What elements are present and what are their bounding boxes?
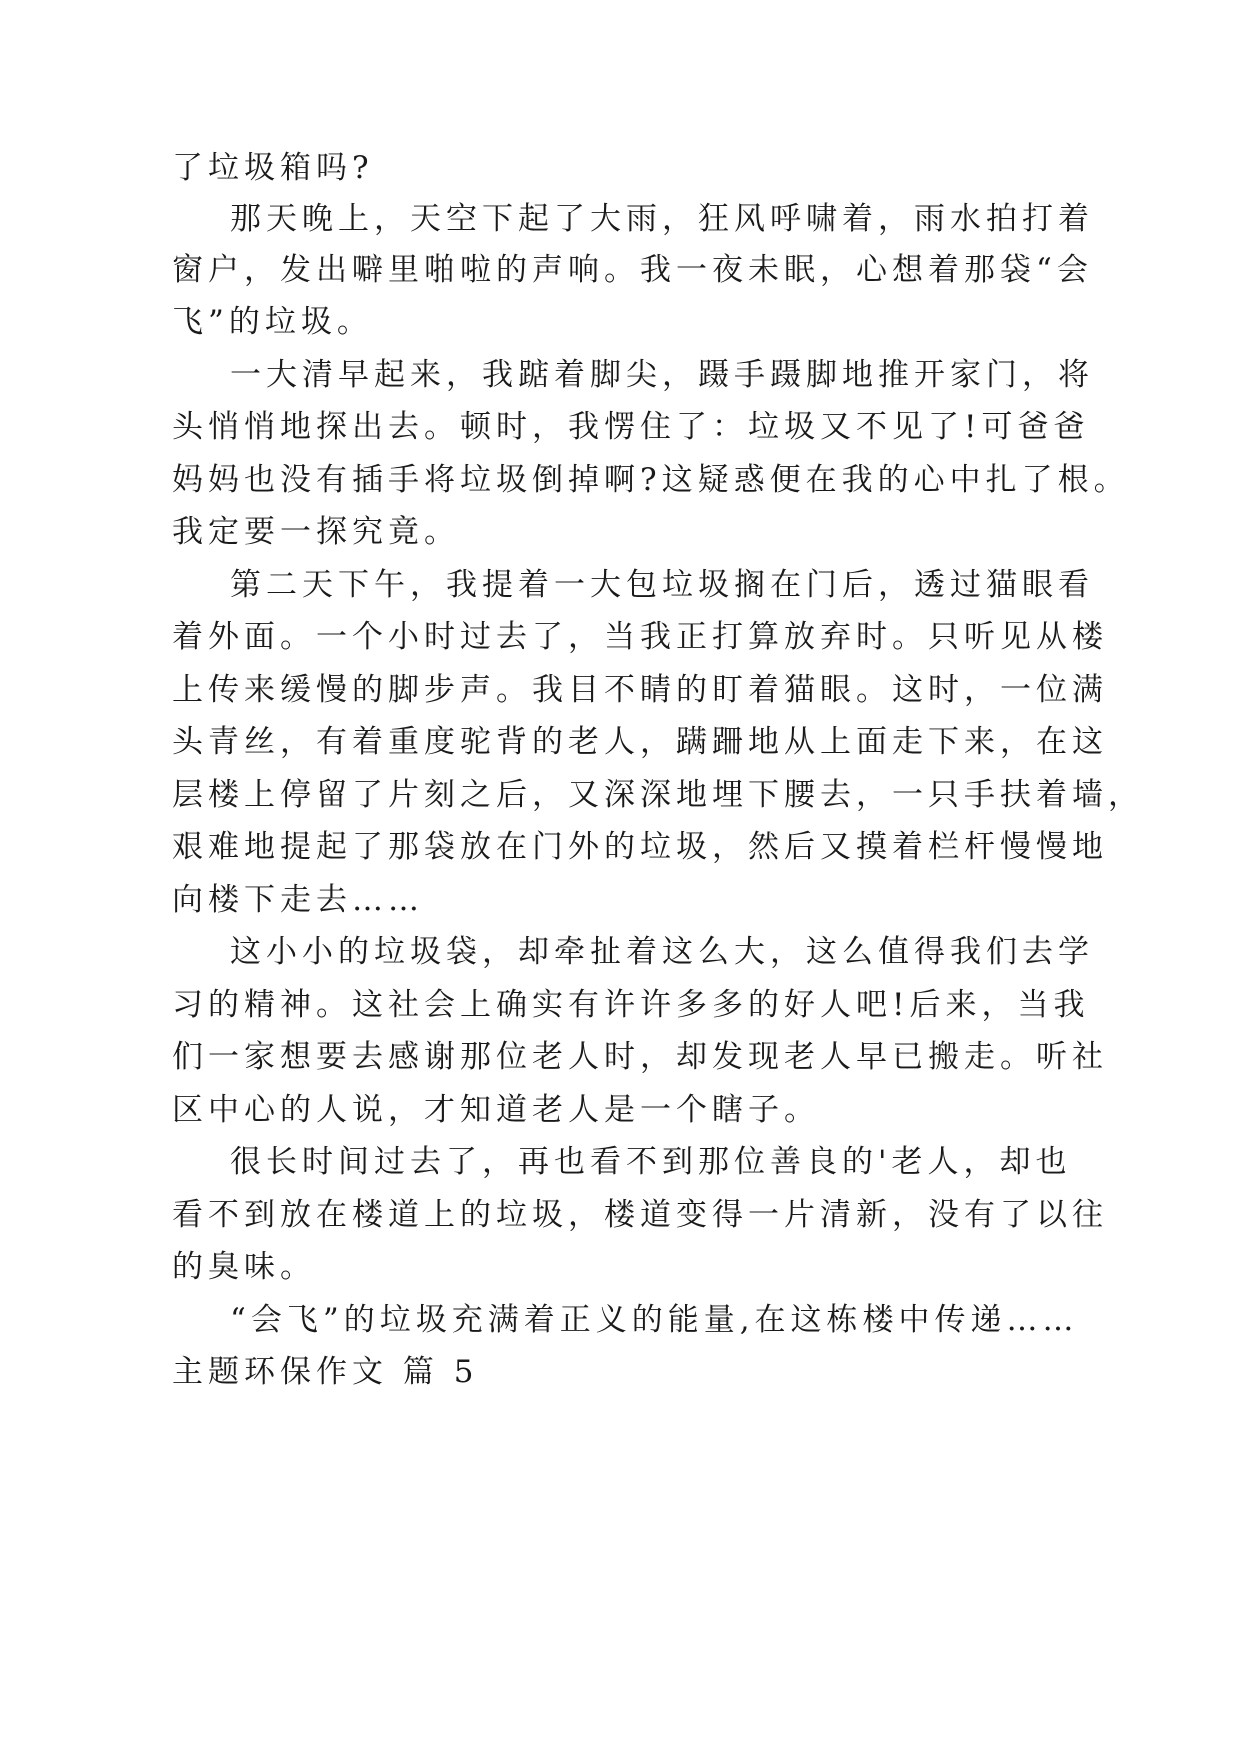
text-line: 艰难地提起了那袋放在门外的垃圾，然后又摸着栏杆慢慢地 — [172, 829, 1108, 865]
text-line: 向楼下走去…… — [172, 882, 424, 918]
paragraph-first-line: 很长时间过去了，再也看不到那位善良的'老人，却也 — [230, 1144, 1072, 1180]
text-line: 着外面。一个小时过去了，当我正打算放弃时。只听见从楼 — [172, 619, 1108, 655]
paragraph-first-line: 一大清早起来，我踮着脚尖，蹑手蹑脚地推开家门，将 — [230, 357, 1094, 393]
text-line: 妈妈也没有插手将垃圾倒掉啊?这疑惑便在我的心中扎了根。 — [172, 462, 1130, 498]
text-line: 区中心的人说，才知道老人是一个瞎子。 — [172, 1092, 820, 1128]
paragraph-first-line: 这小小的垃圾袋，却牵扯着这么大，这么值得我们去学 — [230, 934, 1094, 970]
text-line: 的臭味。 — [172, 1249, 316, 1285]
text-line: 习的精神。这社会上确实有许许多多的好人吧!后来，当我 — [172, 987, 1090, 1023]
paragraph-first-line: 第二天下午，我提着一大包垃圾搁在门后，透过猫眼看 — [230, 567, 1094, 603]
text-line: 头悄悄地探出去。顿时，我愣住了：垃圾又不见了!可爸爸 — [172, 409, 1090, 445]
section-heading: 主题环保作文 篇 5 — [172, 1354, 479, 1390]
text-line: 层楼上停留了片刻之后，又深深地埋下腰去，一只手扶着墙， — [172, 777, 1144, 813]
text-line: 看不到放在楼道上的垃圾，楼道变得一片清新，没有了以往 — [172, 1197, 1108, 1233]
text-line: 们一家想要去感谢那位老人时，却发现老人早已搬走。听社 — [172, 1039, 1108, 1075]
text-line: 窗户，发出噼里啪啦的声响。我一夜未眠，心想着那袋“会 — [172, 252, 1093, 288]
text-line: 头青丝，有着重度驼背的老人，蹒跚地从上面走下来，在这 — [172, 724, 1108, 760]
text-line: 了垃圾箱吗? — [172, 150, 374, 186]
text-line: 我定要一探究竟。 — [172, 514, 460, 550]
paragraph-first-line: 那天晚上，天空下起了大雨，狂风呼啸着，雨水拍打着 — [230, 201, 1094, 237]
text-line: 上传来缓慢的脚步声。我目不睛的盯着猫眼。这时，一位满 — [172, 672, 1108, 708]
text-line: 飞”的垃圾。 — [172, 304, 373, 340]
paragraph-first-line: “会飞”的垃圾充满着正义的能量,在这栋楼中传递…… — [230, 1302, 1079, 1338]
